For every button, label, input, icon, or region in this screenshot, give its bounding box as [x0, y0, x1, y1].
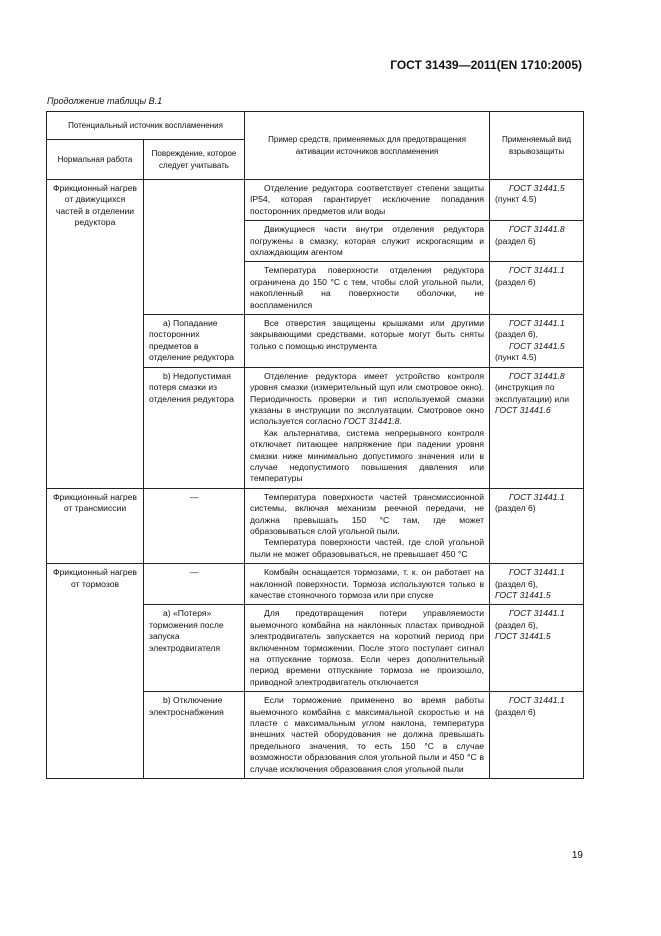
damage-cell: b) Отключение электроснабжения — [144, 692, 245, 779]
protection-cell: ГОСТ 31441.8 (инструкция по эксплуатации) или ГОСТ 31441.6 — [490, 367, 584, 488]
source-cell: Фрикционный нагрев от трансмиссии — [47, 488, 144, 563]
protection-cell: ГОСТ 31441.5 (пункт 4.5) — [490, 180, 584, 221]
damage-cell: а) «Потеря» торможения после запуска электродвигателя — [144, 605, 245, 692]
damage-cell: — — [144, 564, 245, 605]
damage-cell — [144, 180, 245, 315]
example-cell: Для предотвращения потери управляемости выемочного комбайна на наклонных пластах приводной электродвигатель запускается на короткий период при включенном торможении. После этого поступает сигнал на отпускание тормоза. Если через дополнительный период времени отпускание тормоза не произошло, приводной электродвигатель отключается — [245, 605, 490, 692]
table-row — [47, 180, 584, 221]
ignition-sources-table — [46, 111, 584, 779]
header-normal-operation: Нормальная работа — [47, 140, 144, 180]
header-example: Пример средств, применяемых для предотвращения активации источников воспламенения — [245, 112, 490, 180]
example-cell: Отделение редуктора соответствует степени защиты IP54, которая гарантирует исключение попадания посторонних предметов или воды — [245, 180, 490, 221]
example-cell: Температура поверхности отделения редуктора ограничена до 150 °С с тем, чтобы слой угольной пыли, накопленный на поверхности оболочки, не воспламенился — [245, 262, 490, 315]
protection-cell: ГОСТ 31441.8 (раздел 6) — [490, 221, 584, 262]
example-cell: Движущиеся части внутри отделения редуктора погружены в смазку, которая служит искрогасящим и охлаждающим агентом — [245, 221, 490, 262]
header-protection: Применяемый вид взрывозащиты — [490, 112, 584, 180]
protection-cell: ГОСТ 31441.1 (раздел 6) — [490, 692, 584, 779]
damage-cell: — — [144, 488, 245, 563]
header-damage: Повреждение, которое следует учитывать — [144, 140, 245, 180]
table-continuation-label: Продолжение таблицы В.1 — [47, 96, 163, 106]
example-cell: Отделение редуктора имеет устройство контроля уровня смазки (измерительный щуп или смотровое окно). Периодичность проверки и тип используемой смазки указаны в инструкции по эксплуатации. Смотровое окно используется согласно ГОСТ 31441.8. Как альтернатива, система непрерывного контроля отключает питающее напряжение при падении уровня смазки ниже минимально допустимого значения или в случае недопустимого повышения давления или температуры — [245, 367, 490, 488]
damage-cell: а) Попадание посторонних предметов в отделение редуктора — [144, 315, 245, 368]
protection-cell: ГОСТ 31441.1 (раздел 6), ГОСТ 31441.5 — [490, 605, 584, 692]
example-cell: Если торможение применено во время работы выемочного комбайна с максимальной скоростью и на пласте с максимальным углом наклона, температура внешних частей оборудования не должна превышать предельного значения, то есть 150 °С в случае возможности образования слоя угольной пыли и 450 °С в случае исключения образования слоя угольной пыли — [245, 692, 490, 779]
source-cell: Фрикционный нагрев от тормозов — [47, 564, 144, 779]
source-cell: Фрикционный нагрев от движущихся частей в отделении редуктора — [47, 180, 144, 489]
example-cell: Все отверстия защищены крышками или другими закрывающими средствами, которые могут быть сняты только с помощью инструмента — [245, 315, 490, 368]
header-ignition-source: Потенциальный источник воспламенения — [47, 112, 245, 140]
protection-cell: ГОСТ 31441.1 (раздел 6), ГОСТ 31441.5 — [490, 564, 584, 605]
table-row — [47, 488, 584, 563]
page-number: 19 — [571, 850, 583, 861]
document-header: ГОСТ 31439—2011(EN 1710:2005) — [390, 58, 582, 72]
damage-cell: b) Недопустимая потеря смазки из отделения редуктора — [144, 367, 245, 488]
protection-cell: ГОСТ 31441.1 (раздел 6) — [490, 488, 584, 563]
example-cell: Температура поверхности частей трансмиссионной системы, включая механизм реечной передачи, не должна превышать 150 °С там, где может образовываться слой угольной пыли. Температура поверхности частей, где слой угольной пыли не может образовываться, не превышает 450 °С — [245, 488, 490, 563]
table-row — [47, 564, 584, 605]
example-cell: Комбайн оснащается тормозами, т. к. он работает на наклонной поверхности. Тормоза используются только в качестве стояночного тормоза или при спуске — [245, 564, 490, 605]
protection-cell: ГОСТ 31441.1 (раздел 6), ГОСТ 31441.5 (пункт 4.5) — [490, 315, 584, 368]
protection-cell: ГОСТ 31441.1 (раздел 6) — [490, 262, 584, 315]
